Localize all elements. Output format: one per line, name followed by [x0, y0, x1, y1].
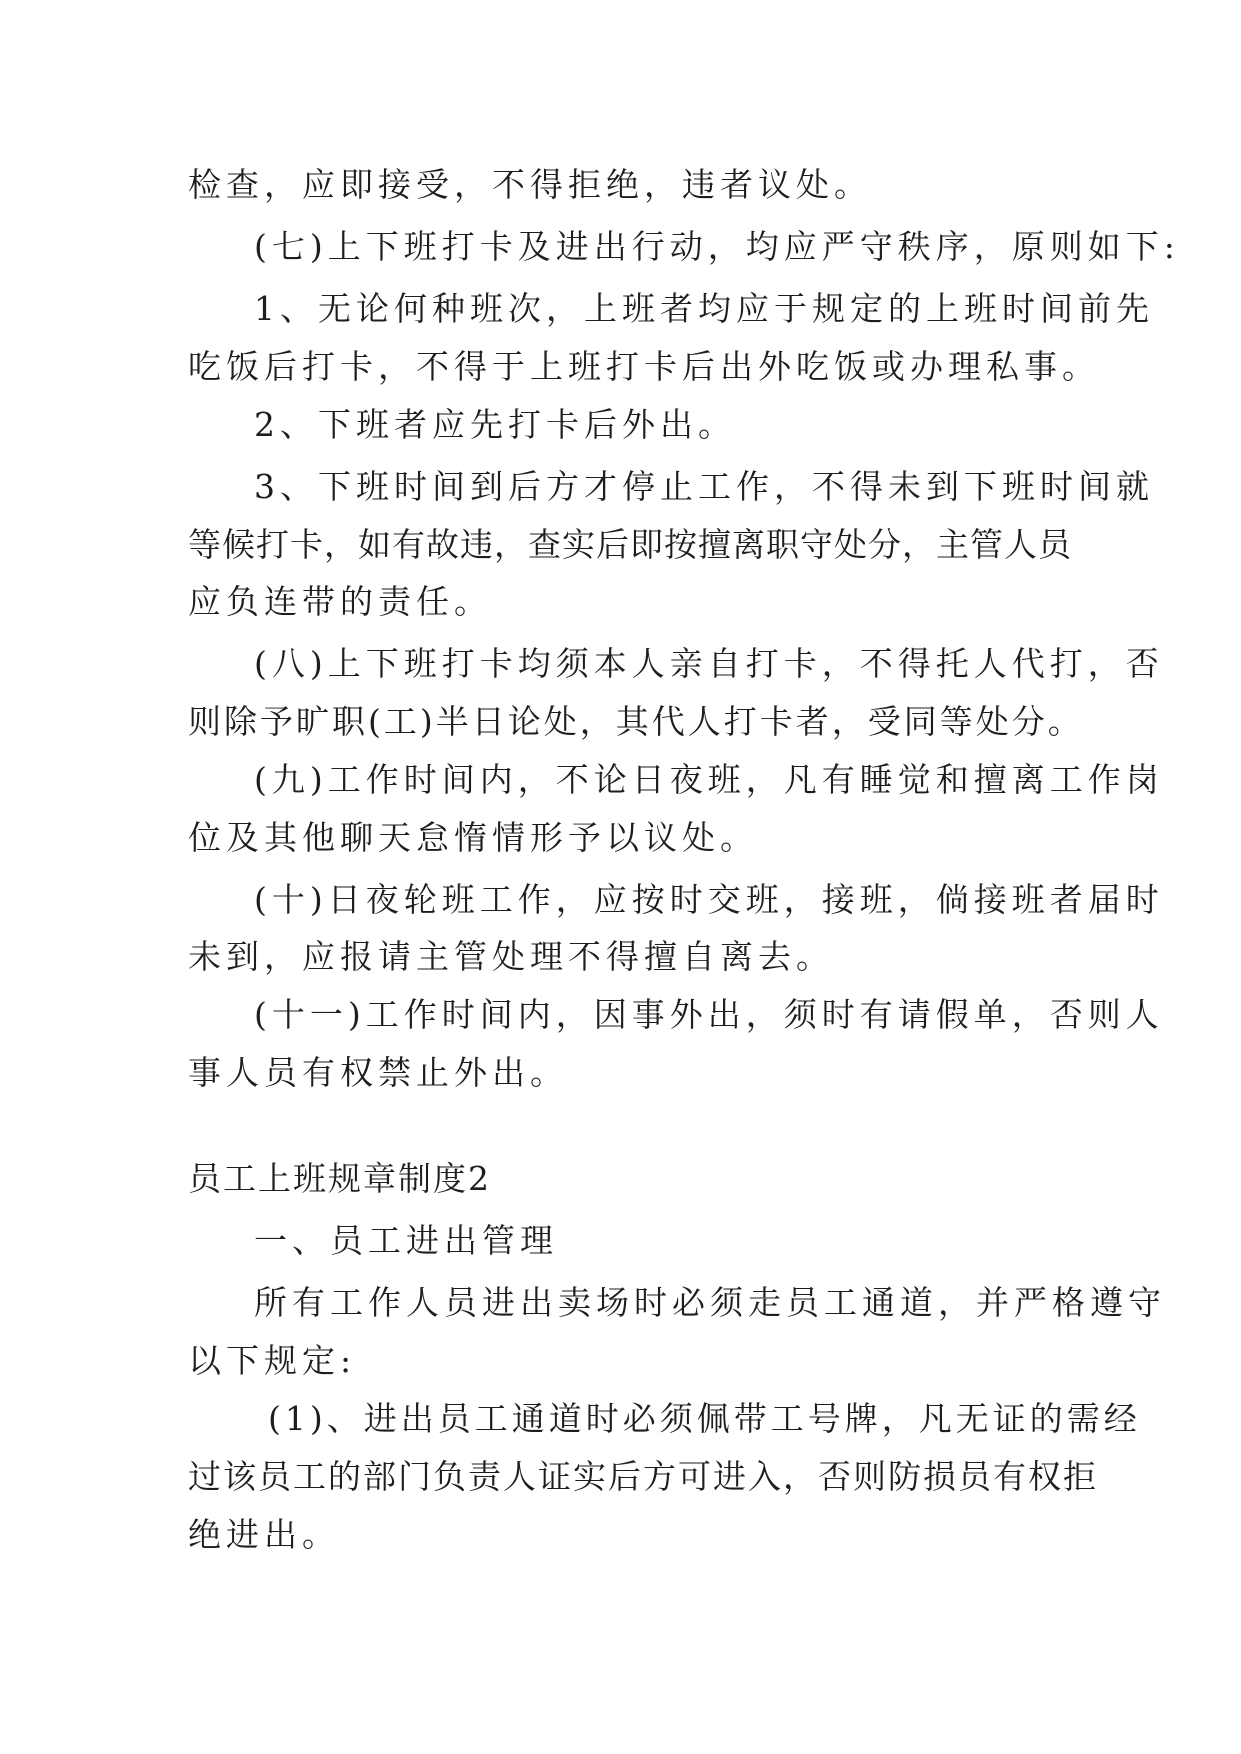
- text-line: 过该员工的部门负责人证实后方可进入，否则防损员有权拒: [188, 1457, 1098, 1496]
- text-line: (十)日夜轮班工作，应按时交班，接班，倘接班者届时: [254, 880, 1164, 919]
- text-line: 吃饭后打卡，不得于上班打卡后出外吃饭或办理私事。: [188, 347, 1100, 386]
- text-line: 事人员有权禁止外出。: [188, 1053, 568, 1092]
- text-line: 绝进出。: [188, 1515, 340, 1554]
- text-line: 位及其他聊天怠惰情形予以议处。: [188, 818, 758, 857]
- text-line: 应负连带的责任。: [188, 582, 492, 621]
- text-line: 一、员工进出管理: [254, 1221, 558, 1260]
- text-line: (1)、进出员工通道时必须佩带工号牌，凡无证的需经: [268, 1399, 1141, 1438]
- section-title: 员工上班规章制度2: [188, 1159, 491, 1198]
- text-line: 以下规定:: [188, 1341, 357, 1380]
- text-line: (九)工作时间内，不论日夜班，凡有睡觉和擅离工作岗: [254, 760, 1164, 799]
- text-line: (十一)工作时间内，因事外出，须时有请假单，否则人: [254, 995, 1164, 1034]
- text-line: (七)上下班打卡及进出行动，均应严守秩序，原则如下:: [254, 227, 1180, 266]
- text-line: (八)上下班打卡均须本人亲自打卡，不得托人代打，否: [254, 644, 1164, 683]
- text-line: 2、下班者应先打卡后外出。: [254, 405, 736, 444]
- text-line: 检查，应即接受，不得拒绝，违者议处。: [188, 165, 872, 204]
- text-line: 3、下班时间到后方才停止工作，不得未到下班时间就: [254, 467, 1154, 506]
- text-line: 所有工作人员进出卖场时必须走员工通道，并严格遵守: [254, 1283, 1166, 1322]
- text-line: 1、无论何种班次，上班者均应于规定的上班时间前先: [254, 289, 1154, 328]
- text-line: 未到，应报请主管处理不得擅自离去。: [188, 937, 834, 976]
- text-line: 则除予旷职(工)半日论处，其代人打卡者，受同等处分。: [188, 702, 1084, 741]
- text-line: 等候打卡，如有故违，查实后即按擅离职守处分，主管人员: [188, 525, 1072, 564]
